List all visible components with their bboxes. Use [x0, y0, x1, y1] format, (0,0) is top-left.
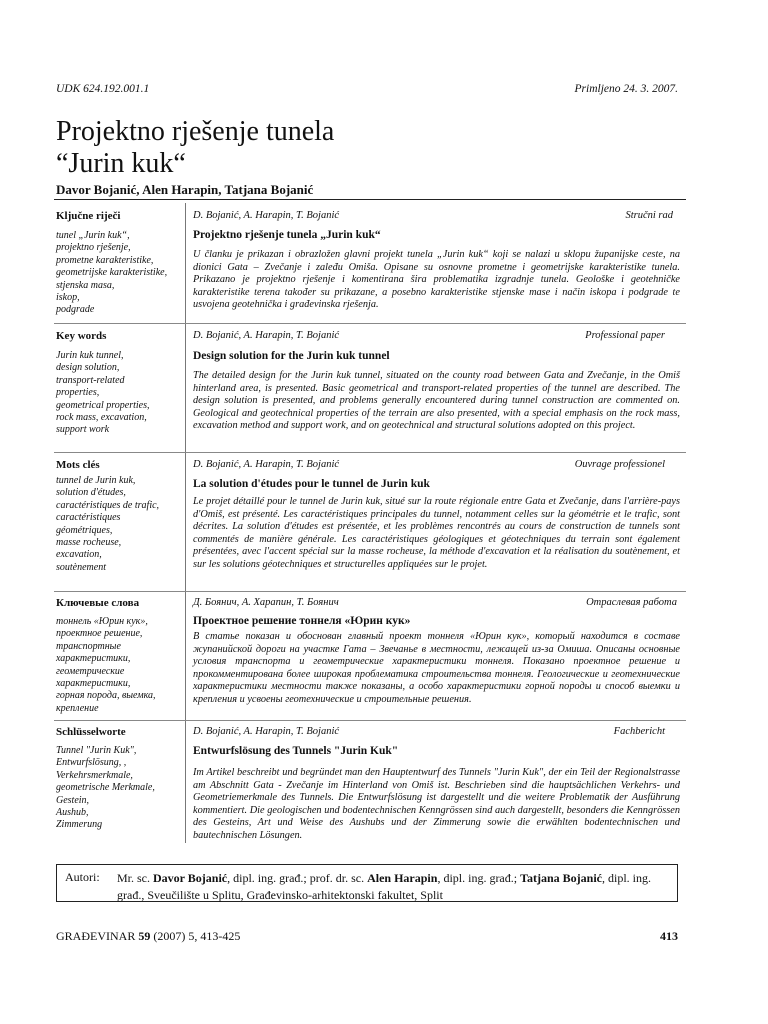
title-line-2: “Jurin kuk“	[56, 148, 186, 179]
keyword: rock mass, excavation,	[56, 412, 147, 424]
keyword: stjenska masa,	[56, 279, 115, 291]
journal-volume: 59	[138, 929, 151, 943]
keywords-heading-en: Key words	[56, 330, 107, 342]
keyword: геометрические	[56, 665, 125, 677]
author-text: , dipl. ing. građ.; prof. dr. sc.	[227, 871, 368, 885]
keyword: geometrical properties,	[56, 399, 150, 411]
keyword: projektno rješenje,	[56, 242, 131, 254]
keyword: caractéristiques	[56, 512, 121, 524]
keyword: Verkehrsmerkmale,	[56, 769, 133, 781]
keyword: тоннель «Юрин кук»,	[56, 616, 148, 627]
abstract-title-hr: Projektno rješenje tunela „Jurin kuk“	[193, 229, 381, 241]
byline: D. Bojanić, A. Harapin, T. Bojanić	[193, 459, 340, 470]
keyword: крепление	[56, 702, 99, 714]
section-divider	[54, 323, 686, 324]
byline-row-en	[193, 330, 673, 341]
keyword: характеристики,	[56, 653, 131, 665]
keyword: горная порода, выемка,	[56, 690, 156, 702]
keyword: design solution,	[56, 362, 120, 374]
keyword: soutènement	[56, 561, 106, 573]
byline-row-hr	[193, 210, 673, 221]
keyword: транспортные	[56, 640, 121, 652]
keyword: Gestein,	[56, 794, 90, 806]
byline-row-fr	[193, 459, 673, 470]
paper-type: Stručni rad	[625, 210, 673, 221]
author-text: , dipl. ing. građ., Sveučilište u Splitu, Građevinsko-arhitektonski fakultet, Split	[117, 871, 652, 902]
abstract-title-de: Entwurfslösung des Tunnels "Jurin Kuk"	[193, 745, 399, 757]
author-name: Davor Bojanić	[153, 871, 228, 885]
keyword: transport-related	[56, 374, 125, 386]
section-divider	[54, 591, 686, 592]
keyword: Zimmerung	[56, 819, 103, 831]
author-name: Alen Harapin	[367, 871, 438, 885]
received-date: Primljeno 24. 3. 2007.	[574, 83, 678, 95]
abstract-fr: Le projet détaillé pour le tunnel de Jurin kuk, situé sur la route régionale entre Gata et Zvečanje, dans l'arrière-pays d'Omiš, est présenté. Les caractéristiques principales du tunnel, notamment celles sur la géométrie et le trafic, sont décrites. La solution d'études est présentée, et les problèmes rencontrés au cours de construction de tunnels sont commentés de manière générale. Les caractéristiques géologiques et géotechniques du terrain sont également présentées, avec l'accent spécial sur la masse rocheuse, la méthode d'excavation et la réalisation du soutènement, et sur les solutions géotechniques et structurelles appliquées sur le projet.	[193, 496, 680, 570]
column-divider	[185, 203, 186, 843]
keywords-heading-hr: Ključne riječi	[56, 210, 121, 222]
journal-issue-pages: (2007) 5, 413-425	[150, 929, 241, 943]
keyword: support work	[56, 424, 110, 436]
keyword: tunel „Jurin kuk“,	[56, 230, 130, 241]
page-title	[56, 116, 334, 180]
paper-type: Ouvrage professionel	[574, 459, 665, 470]
keyword: prometne karakteristike,	[56, 254, 154, 266]
keywords-heading-fr: Mots clés	[56, 459, 100, 471]
keyword: характеристики,	[56, 678, 131, 690]
authors-label: Autori:	[65, 870, 100, 884]
keywords-list-ru	[56, 616, 181, 715]
byline: D. Bojanić, A. Harapin, T. Bojanić	[193, 726, 340, 737]
author-affiliation-text	[117, 870, 669, 903]
keywords-list-en	[56, 350, 181, 437]
keywords-list-fr	[56, 475, 181, 574]
paper-type: Fachbericht	[613, 726, 665, 737]
byline-row-ru	[193, 597, 677, 608]
keyword: properties,	[56, 387, 100, 399]
keyword: Aushub,	[56, 807, 89, 819]
keyword: проектное решение,	[56, 628, 143, 640]
abstract-ru: В статье показан и обоснован главный проект тоннеля «Юрин кук», который находится в составе жупанийской дороги на участке Гата – Звечанье в местности, лежащей из-за Омиша. Описаны основные условия транспорта и геометрические характеристики тоннеля. Показано проектное решение и прокомментирована более широкая проблематика строительства тоннеля. Геологические и геотехнические характеристики местности также показаны, а особо характеристики горной породы и способ выемки и крепления и усвоены геотехнические и строительные решения.	[193, 631, 680, 705]
keyword: iskop,	[56, 292, 80, 304]
keyword: caractéristiques de trafic,	[56, 499, 160, 511]
keyword: geometrische Merkmale,	[56, 782, 155, 794]
keyword: Tunnel "Jurin Kuk",	[56, 745, 137, 756]
abstract-en: The detailed design for the Jurin kuk tunnel, situated on the county road between Gata and Zvečanje, in the Omiš hinterland area, is presented. Basic geometrical and transport-related properties of the tunnel are described. The design solution is presented, and problems generally encountered during tunnel construction are commented on. Geological and geotechnical properties of the terrain are also presented, with a special emphasis on the rock mass, excavation method and support work, and on geotechnical and structural solutions adopted on this project.	[193, 370, 680, 432]
keyword: podgrade	[56, 304, 95, 316]
keywords-list-de	[56, 745, 181, 832]
journal-citation	[56, 929, 240, 944]
abstract-hr: U članku je prikazan i obrazložen glavni projekt tunela „Jurin kuk“ koji se nalazi u sklopu županijske ceste, na dionici Gata – Zvečanje i zaleđu Omiša. Opisane su osnovne prometne i geometrijske karakteristike tunela. Prikazano je projektno rješenje i komentirana šira problematika izgradnje tunela. Geološke i geotehničke karakteristike terena također su prikazane, a posebno karakteristike stjenske mase i način iskopa i podgrade te usvojena geotehnička i građevinska rješenja.	[193, 249, 680, 311]
journal-name: GRAĐEVINAR	[56, 929, 139, 943]
title-line-1: Projektno rješenje tunela	[56, 116, 335, 147]
byline: D. Bojanić, A. Harapin, T. Bojanić	[193, 210, 340, 221]
keywords-heading-ru: Ключевые слова	[56, 597, 140, 609]
page-number: 413	[660, 929, 678, 943]
author-affiliation-box	[56, 864, 678, 902]
keyword: solution d'études,	[56, 487, 126, 499]
paper-type: Professional paper	[585, 330, 665, 341]
udk-code: UDK 624.192.001.1	[56, 83, 150, 95]
top-rule	[54, 199, 686, 200]
author-text: , dipl. ing. građ.;	[437, 871, 521, 885]
byline: Д. Боянич, А. Харапин, Т. Боянич	[193, 597, 339, 608]
abstract-title-en: Design solution for the Jurin kuk tunnel	[193, 350, 390, 362]
keyword: geometrijske karakteristike,	[56, 267, 168, 279]
paper-type: Отраслевая работа	[586, 597, 677, 608]
abstract-title-fr: La solution d'études pour le tunnel de Jurin kuk	[193, 478, 430, 490]
byline: D. Bojanić, A. Harapin, T. Bojanić	[193, 330, 340, 341]
keyword: tunnel de Jurin kuk,	[56, 475, 136, 486]
keyword: Jurin kuk tunnel,	[56, 350, 124, 361]
abstract-title-ru: Проектное решение тоннеля «Юрин кук»	[193, 615, 411, 627]
author-line: Davor Bojanić, Alen Harapin, Tatjana Bojanić	[56, 182, 314, 197]
abstract-de: Im Artikel beschreibt und begründet man den Hauptentwurf des Tunnels "Jurin Kuk", der ein Teil der Regionalstrasse am Abschnitt Gata - Zvečanje im Hinterland von Omiš ist. Beschrieben sind die hauptsächlichen Verkehrs- und Geometriemerkmale des Tunnels. Die Entwurfslösung ist dargestellt und die weitere Problematik der Ausführung kommentiert. Die geologischen und bodentechnischen Kenngrössen sind auch dargestellt, besonders die Kenngrössen des Gesteins, Art und Weise des Aushubs und der Zimmerung sowie die erwählten bodentechnischen und bautechnischen Lösungen.	[193, 767, 680, 841]
author-text: Mr. sc.	[117, 871, 153, 885]
keywords-list-hr	[56, 230, 181, 317]
byline-row-de	[193, 726, 673, 737]
section-divider	[54, 720, 686, 721]
keyword: masse rocheuse,	[56, 537, 122, 549]
keyword: Entwurfslösung, ,	[56, 757, 127, 769]
keyword: géométriques,	[56, 524, 113, 536]
keywords-heading-de: Schlüsselworte	[56, 726, 126, 738]
author-name: Tatjana Bojanić	[520, 871, 603, 885]
keyword: excavation,	[56, 549, 102, 561]
section-divider	[54, 452, 686, 453]
